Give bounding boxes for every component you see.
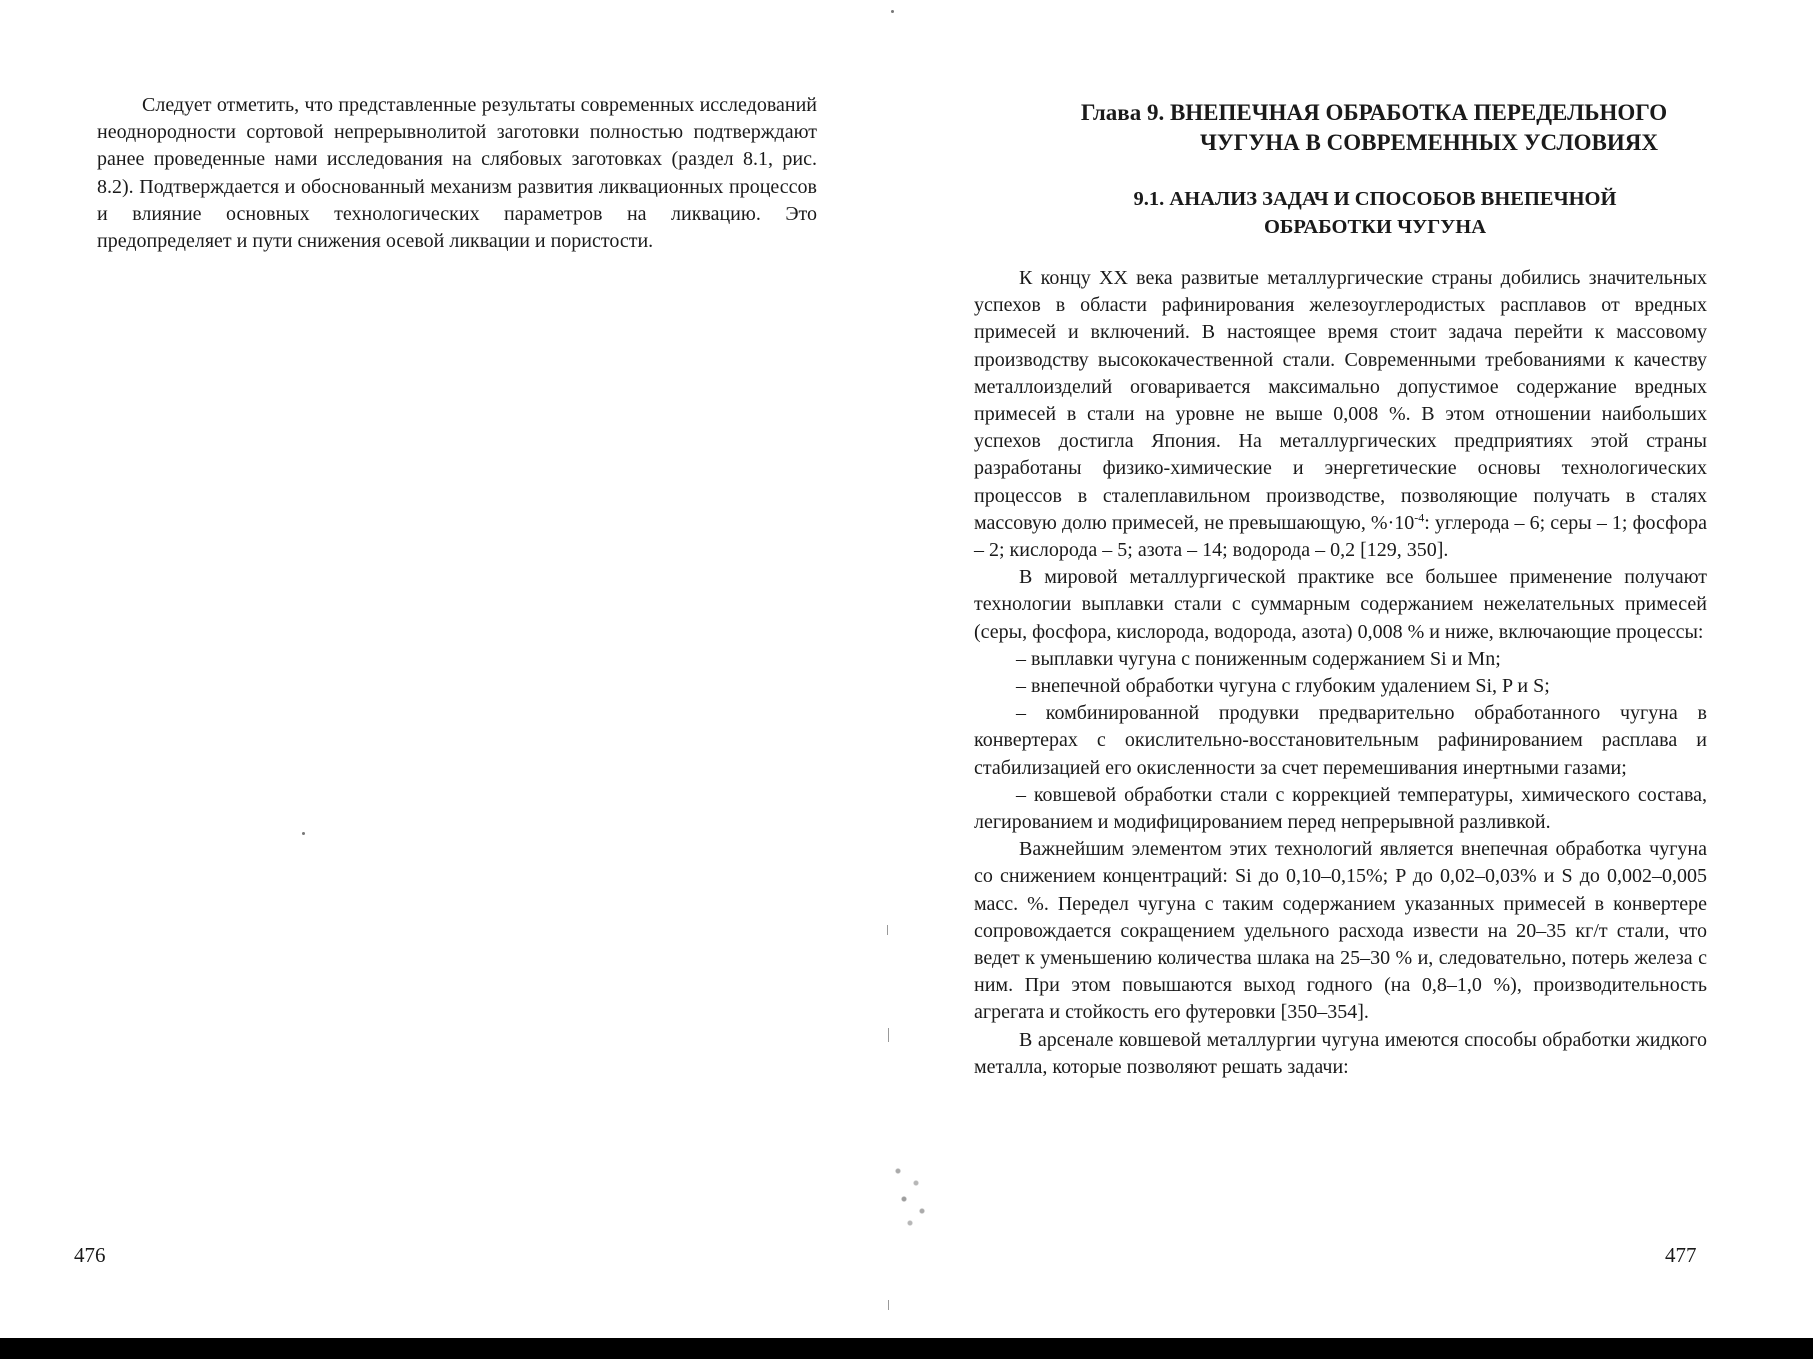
page-number-right: 477 xyxy=(1665,1243,1697,1267)
scan-noise xyxy=(886,1155,946,1235)
scan-edge-bar xyxy=(0,1338,1813,1359)
section-title-line1: 9.1. АНАЛИЗ ЗАДАЧ И СПОСОБОВ ВНЕПЕЧНОЙ xyxy=(1133,188,1617,210)
chapter-title xyxy=(1024,98,1724,158)
left-paragraph: Следует отметить, что представленные результаты современных исследований неоднородности сортовой непрерывнолитой заготовки полностью подтверждают ранее проведенные нами исследования на слябовых заготовках (раздел 8.1, рис. 8.2). Подтверждается и обоснованный механизм развития ликвационных процессов и влияние основных технологических параметров на ликвацию. Это предопределяет и пути снижения осевой ликвации и пористости. xyxy=(97,94,817,253)
paragraph-3: Важнейшим элементом этих технологий является внепечная обработка чугуна со снижением концентраций: Si до 0,10–0,15%; P до 0,02–0,03% и S до 0,002–0,005 масс. %. Передел чугуна с таким содержанием указанных примесей в конвертере сопровождается сокращением удельного расхода извести на 20–35 кг/т стали, что ведет к уменьшению количества шлака на 25–30 % и, следовательно, потерь железа с ним. При этом повышаются выход годного (на 0,8–1,0 %), производительность агрегата и стойкость его футеровки [350–354]. xyxy=(974,838,1707,1024)
paragraph-1 xyxy=(974,265,1707,564)
list-item-3: – комбинированной продувки предварительно обработанного чугуна в конвертерах с окислительно-восстановительным рафинированием расплава и стабилизацией его окисленности за счет перемешивания инертными газами; xyxy=(974,702,1707,779)
gutter-mark xyxy=(887,925,888,935)
list-item-1: – выплавки чугуна с пониженным содержанием Si и Mn; xyxy=(1016,647,1501,670)
paragraph-2: В мировой металлургической практике все большее применение получают технологии выплавки стали с суммарным содержанием нежелательных примесей (серы, фосфора, кислорода, водорода, азота) 0,008 % и ниже, включающие процессы: xyxy=(974,566,1707,643)
chapter-title-line2: ЧУГУНА В СОВРЕМЕННЫХ УСЛОВИЯХ xyxy=(1199,130,1658,155)
page-number-left: 476 xyxy=(74,1243,106,1267)
left-page xyxy=(0,0,900,1340)
scan-speck xyxy=(302,832,305,835)
paragraph-1-tail: : углерода – 6; серы – 1; фосфора – 2; кислорода – 5; азота – 14; водорода – 0,2 [129, 350]. xyxy=(974,511,1707,562)
left-page-text xyxy=(97,92,817,255)
list-item-4: – ковшевой обработки стали с коррекцией температуры, химического состава, легированием и модифицированием перед непрерывной разливкой. xyxy=(974,783,1707,834)
right-page-text xyxy=(974,265,1707,1081)
section-title-line2: ОБРАБОТКИ ЧУГУНА xyxy=(1263,216,1487,238)
section-title xyxy=(1060,185,1690,241)
exponent: -4 xyxy=(1414,510,1425,525)
gutter-mark xyxy=(888,1300,889,1310)
gutter-mark xyxy=(888,1028,889,1042)
paragraph-1-main: К концу XX века развитые металлургические страны добились значительных успехов в области рафинирования железоуглеродистых расплавов от вредных примесей и включений. В настоящее время стоит задача перейти к массовому производству высококачественной стали. Современными требованиями к качеству металлоизделий оговаривается максимально допустимое содержание вредных примесей в стали на уровне не выше 0,008 %. В этом отношении наибольших успехов достигла Япония. На металлургических предприятиях этой страны разработаны физико-химические и энергетические основы технологических процессов в сталеплавильном производстве, позволяющие получать в сталях массовую долю примесей, не превышающую, %·10 xyxy=(974,267,1707,534)
chapter-title-line1: Глава 9. ВНЕПЕЧНАЯ ОБРАБОТКА ПЕРЕДЕЛЬНОГО xyxy=(1080,100,1668,125)
list-item-2: – внепечной обработки чугуна с глубоким удалением Si, P и S; xyxy=(1016,675,1550,698)
scan-speck xyxy=(891,10,894,13)
paragraph-4: В арсенале ковшевой металлургии чугуна имеются способы обработки жидкого металла, которые позволяют решать задачи: xyxy=(974,1028,1707,1078)
